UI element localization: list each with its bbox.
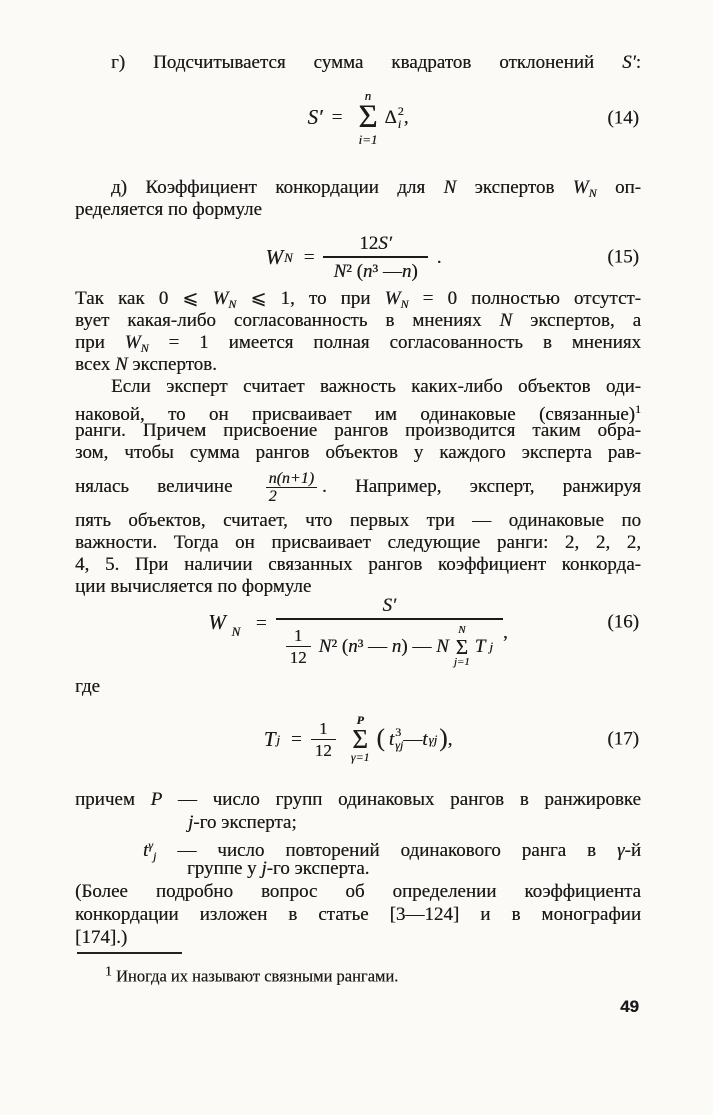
text-run: г) Подсчитывается сумма квадратов отклонений (111, 52, 623, 73)
inline-fraction (266, 470, 317, 506)
text-run: n (348, 636, 358, 658)
equation-number: (14) (607, 107, 639, 129)
summation-symbol (351, 713, 370, 765)
variable-t: T (263, 726, 276, 751)
variable-t-gamma-j: t (422, 728, 428, 750)
text-run: N (114, 354, 128, 375)
text-run: -й (624, 840, 641, 861)
text-line (75, 788, 641, 811)
paragraph-concordance-definition (75, 177, 641, 221)
fraction-denominator: 12 (311, 739, 336, 759)
text-run: оп- (596, 177, 641, 198)
text-run: -го эксперта. (266, 858, 370, 879)
text-run: γ (148, 838, 154, 852)
fraction-numerator: n(n+1) (268, 469, 315, 487)
subscript-gamma-j: γj (428, 731, 438, 747)
text-run: 1 (635, 402, 641, 416)
close-paren: ) (439, 725, 448, 752)
footnote-marker (75, 963, 112, 986)
variable-w: W (208, 609, 226, 634)
summation-lower-limit: γ=1 (350, 750, 370, 765)
text-line (75, 310, 641, 332)
text-run: конкордации изложен в статье [3—124] и в монографии (75, 904, 641, 925)
text-run: N (400, 297, 409, 311)
paragraph-tied-ranks (75, 376, 641, 598)
index: i (397, 116, 402, 131)
text-run: N (443, 177, 457, 198)
text-run: 4, 5. При наличии связанных рангов коэффициент конкорда- (75, 554, 641, 575)
exponent: 3 (395, 725, 402, 740)
summation-lower-limit: j=1 (453, 656, 470, 669)
equals-sign: = (255, 612, 267, 634)
equation-14-content (308, 88, 409, 148)
fraction-numerator (349, 234, 402, 256)
variable-t-gamma-j: t (388, 728, 395, 750)
paragraph-notation-list (75, 788, 641, 880)
text-run: — число повторений одинакового ранга в (156, 840, 617, 861)
text-line (75, 880, 641, 903)
equation-14 (75, 86, 641, 150)
summation-upper-limit: n (364, 88, 372, 104)
text-run: N (436, 636, 449, 658)
paragraph-reference-note (75, 880, 641, 949)
fraction-numerator: 1 (318, 718, 328, 738)
sigma-glyph: Σ (358, 99, 378, 136)
text-run: N (140, 341, 149, 355)
text-run: j (188, 812, 194, 833)
text-line (75, 199, 641, 221)
text-run: где (75, 676, 100, 697)
subscript-n: N (284, 249, 293, 265)
minus-sign: — (403, 728, 423, 750)
text-run: S′ (622, 52, 636, 73)
text-run: ранги. Причем присвоение рангов производится таким обра- (75, 420, 641, 441)
text-run: Так как 0 ⩽ (75, 288, 213, 309)
fraction-denominator (323, 256, 427, 281)
text-run: зом, чтобы сумма рангов объектов у каждого эксперта рав- (75, 442, 641, 463)
sigma-glyph: Σ (352, 723, 368, 754)
text-run: пять объектов, считает, что первых три — одинаковые по (75, 510, 641, 531)
text-run: ⩽ 1, то при (236, 288, 385, 309)
text-run: n (401, 260, 412, 282)
text-run: S′ (378, 232, 392, 254)
text-line (75, 442, 641, 464)
text-run: нялась величине (75, 476, 261, 497)
text-run: ) (411, 260, 418, 282)
summation-upper-limit: N (458, 624, 466, 637)
text-line (75, 926, 641, 949)
summation-lower-limit: i=1 (358, 131, 378, 147)
text-line (75, 811, 641, 834)
text-line (75, 903, 641, 926)
equation-16-content (208, 596, 508, 669)
text-line (75, 834, 641, 863)
text-line (75, 376, 641, 398)
text-run: (Более подробно вопрос об определении коэффициента (75, 881, 641, 902)
subscript-j: j (489, 639, 493, 655)
text-line (75, 354, 641, 376)
summation-upper-limit: P (356, 712, 364, 727)
text-line (75, 288, 641, 310)
fraction (323, 234, 427, 281)
text-run: n (391, 636, 402, 658)
equation-17 (75, 704, 641, 774)
text-line (75, 532, 641, 554)
equation-number: (16) (607, 611, 639, 633)
text-run: n (362, 260, 373, 282)
fraction-denominator (276, 618, 503, 669)
text-run: ) — (401, 636, 437, 658)
variable-t: T (474, 636, 486, 658)
denominator-expression (319, 637, 449, 656)
text-run: Если эксперт считает важность каких-либо объектов оди- (111, 376, 641, 397)
text-run: ³ — (372, 260, 402, 282)
sup-sub-stack (395, 726, 403, 752)
text-run: N (318, 636, 332, 658)
fraction-numerator: 1 (293, 626, 303, 646)
fraction-one-twelfth (286, 627, 311, 666)
text-run: экспертов (456, 177, 573, 198)
text-run: экспертов. (127, 354, 217, 375)
text-run: . Например, эксперт, ранжируя (322, 476, 641, 497)
comma: , (503, 622, 508, 644)
footnote (75, 961, 641, 987)
text-run: наковой, то он присваивает им одинаковые (связанные) (75, 404, 635, 425)
text-run: = 0 полностью отсутст- (408, 288, 642, 309)
text-run: γ (617, 840, 625, 861)
fraction-denominator: 12 (286, 646, 311, 666)
index: γj (395, 738, 404, 752)
text-run: N (228, 297, 237, 311)
open-paren: ( (376, 725, 385, 752)
equation-16 (75, 592, 641, 674)
text-line (75, 554, 641, 576)
fraction (276, 596, 503, 669)
text-run: j (153, 849, 157, 863)
paragraph-w-range (75, 288, 641, 376)
text-run: причем (75, 789, 151, 810)
variable-s-prime: S′ (307, 105, 323, 130)
sigma-glyph: Σ (455, 634, 468, 659)
summation-symbol (358, 88, 377, 148)
period: . (436, 246, 442, 268)
text-run: ³ — (357, 636, 392, 658)
equation-16-lhs (208, 609, 275, 639)
subscript-j: j (276, 731, 280, 747)
text-run: N (333, 260, 347, 282)
footnote-text: Иногда их называют связными рангами. (111, 966, 399, 986)
text-run: P (150, 789, 163, 810)
text-line (75, 332, 641, 354)
text-run: группе у (187, 858, 262, 879)
footnote-marker-digit: 1 (105, 963, 112, 978)
variable-w: W (265, 244, 284, 269)
text-run: W (572, 177, 589, 198)
text-run: S′ (382, 595, 397, 617)
text-run: ции вычисляется по формуле (75, 576, 312, 597)
text-run: вует какая-либо согласованность в мнениях (75, 310, 500, 331)
text-run: W (124, 332, 141, 353)
equation-15-content (266, 234, 451, 281)
equation-17-content (264, 713, 453, 765)
equation-number: (17) (607, 728, 639, 750)
fraction-one-twelfth (311, 720, 336, 759)
text-line (75, 510, 641, 532)
text-line (75, 420, 641, 442)
text-run: 12 (359, 232, 379, 254)
text-run: W (212, 288, 229, 309)
paragraph-sum-of-squares (75, 52, 641, 74)
equals-sign: = (303, 246, 315, 268)
text-line (75, 52, 641, 74)
footnote-rule (77, 952, 182, 954)
text-run: = 1 имеется полная согласованность в мнениях (148, 332, 641, 353)
text-line (75, 676, 641, 698)
fraction-numerator (372, 596, 406, 618)
comma: , (447, 728, 453, 750)
equals-sign: = (291, 728, 302, 750)
text-run: ределяется по формуле (75, 199, 262, 220)
text-run: [174].) (75, 927, 128, 948)
text-line (75, 177, 641, 199)
text-run: W (384, 288, 401, 309)
text-run: N (588, 186, 597, 200)
text-run: N (499, 310, 513, 331)
equation-15 (75, 230, 641, 284)
text-run: д) Коэффициент конкордации для (111, 177, 444, 198)
text-run: j (261, 858, 267, 879)
text-run: t (143, 840, 149, 861)
exponent: 2 (397, 104, 404, 119)
variable-delta: Δ (384, 107, 397, 129)
fraction-denominator: 2 (266, 487, 317, 505)
text-line (75, 398, 641, 425)
text-line (75, 464, 641, 510)
text-run: всех (75, 354, 115, 375)
equation-number: (15) (607, 246, 639, 268)
text-run: ² ( (331, 636, 349, 658)
text-run: — число групп одинаковых рангов в ранжировке (162, 789, 641, 810)
text-run: ² ( (346, 260, 363, 282)
subscript-n: N (231, 623, 241, 639)
page-number: 49 (620, 997, 639, 1016)
comma: , (403, 107, 409, 129)
paragraph-gde (75, 676, 641, 698)
text-run: : (635, 52, 641, 73)
text-run: -го эксперта; (193, 812, 297, 833)
text-run: экспертов, а (512, 310, 642, 331)
summation-symbol (454, 624, 470, 669)
text-run: важности. Тогда он присваивает следующие ранги: 2, 2, 2, (75, 532, 641, 553)
equals-sign: = (331, 107, 343, 129)
text-run: при (75, 332, 125, 353)
